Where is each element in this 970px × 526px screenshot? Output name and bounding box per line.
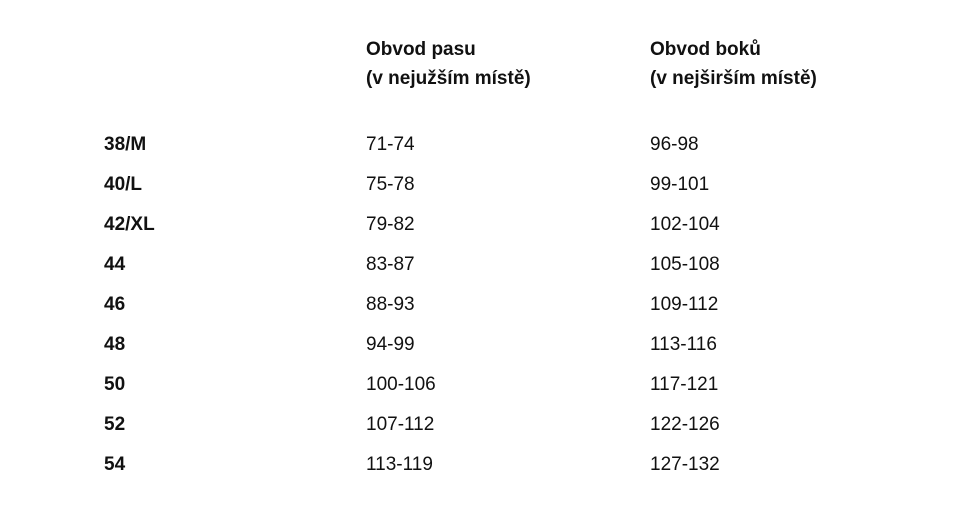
size-cell: 42/XL [104, 214, 155, 235]
waist-cell: 79-82 [366, 214, 415, 235]
hips-column-header [650, 35, 817, 93]
hips-cell: 113-116 [650, 334, 717, 355]
size-cell: 38/M [104, 134, 147, 155]
waist-cell: 71-74 [366, 134, 415, 155]
hips-cell: 122-126 [650, 414, 720, 435]
waist-cell: 83-87 [366, 254, 415, 275]
waist-cell: 113-119 [366, 454, 433, 475]
waist-cell: 107-112 [366, 414, 435, 435]
waist-column-header [366, 35, 531, 93]
table-row [0, 174, 970, 214]
size-cell: 46 [104, 294, 126, 315]
table-row [0, 334, 970, 374]
waist-header-title: Obvod pasu [366, 39, 476, 60]
waist-cell: 94-99 [366, 334, 415, 355]
table-row [0, 134, 970, 174]
waist-cell: 88-93 [366, 294, 415, 315]
hips-cell: 117-121 [650, 374, 719, 395]
hips-cell: 109-112 [650, 294, 719, 315]
table-row [0, 214, 970, 254]
table-row [0, 294, 970, 334]
size-cell: 40/L [104, 174, 143, 195]
waist-header-note: (v nejužším místě) [366, 68, 531, 89]
size-cell: 54 [104, 454, 126, 475]
waist-cell: 100-106 [366, 374, 436, 395]
size-cell: 52 [104, 414, 126, 435]
size-cell: 50 [104, 374, 126, 395]
size-cell: 48 [104, 334, 126, 355]
hips-header-note: (v nejširším místě) [650, 68, 817, 89]
hips-cell: 102-104 [650, 214, 720, 235]
table-row [0, 414, 970, 454]
table-row [0, 374, 970, 414]
hips-cell: 96-98 [650, 134, 699, 155]
hips-header-title: Obvod boků [650, 39, 761, 60]
waist-cell: 75-78 [366, 174, 415, 195]
table-row [0, 454, 970, 494]
table-row [0, 254, 970, 294]
hips-cell: 127-132 [650, 454, 720, 475]
hips-cell: 99-101 [650, 174, 710, 195]
size-cell: 44 [104, 254, 126, 275]
hips-cell: 105-108 [650, 254, 720, 275]
